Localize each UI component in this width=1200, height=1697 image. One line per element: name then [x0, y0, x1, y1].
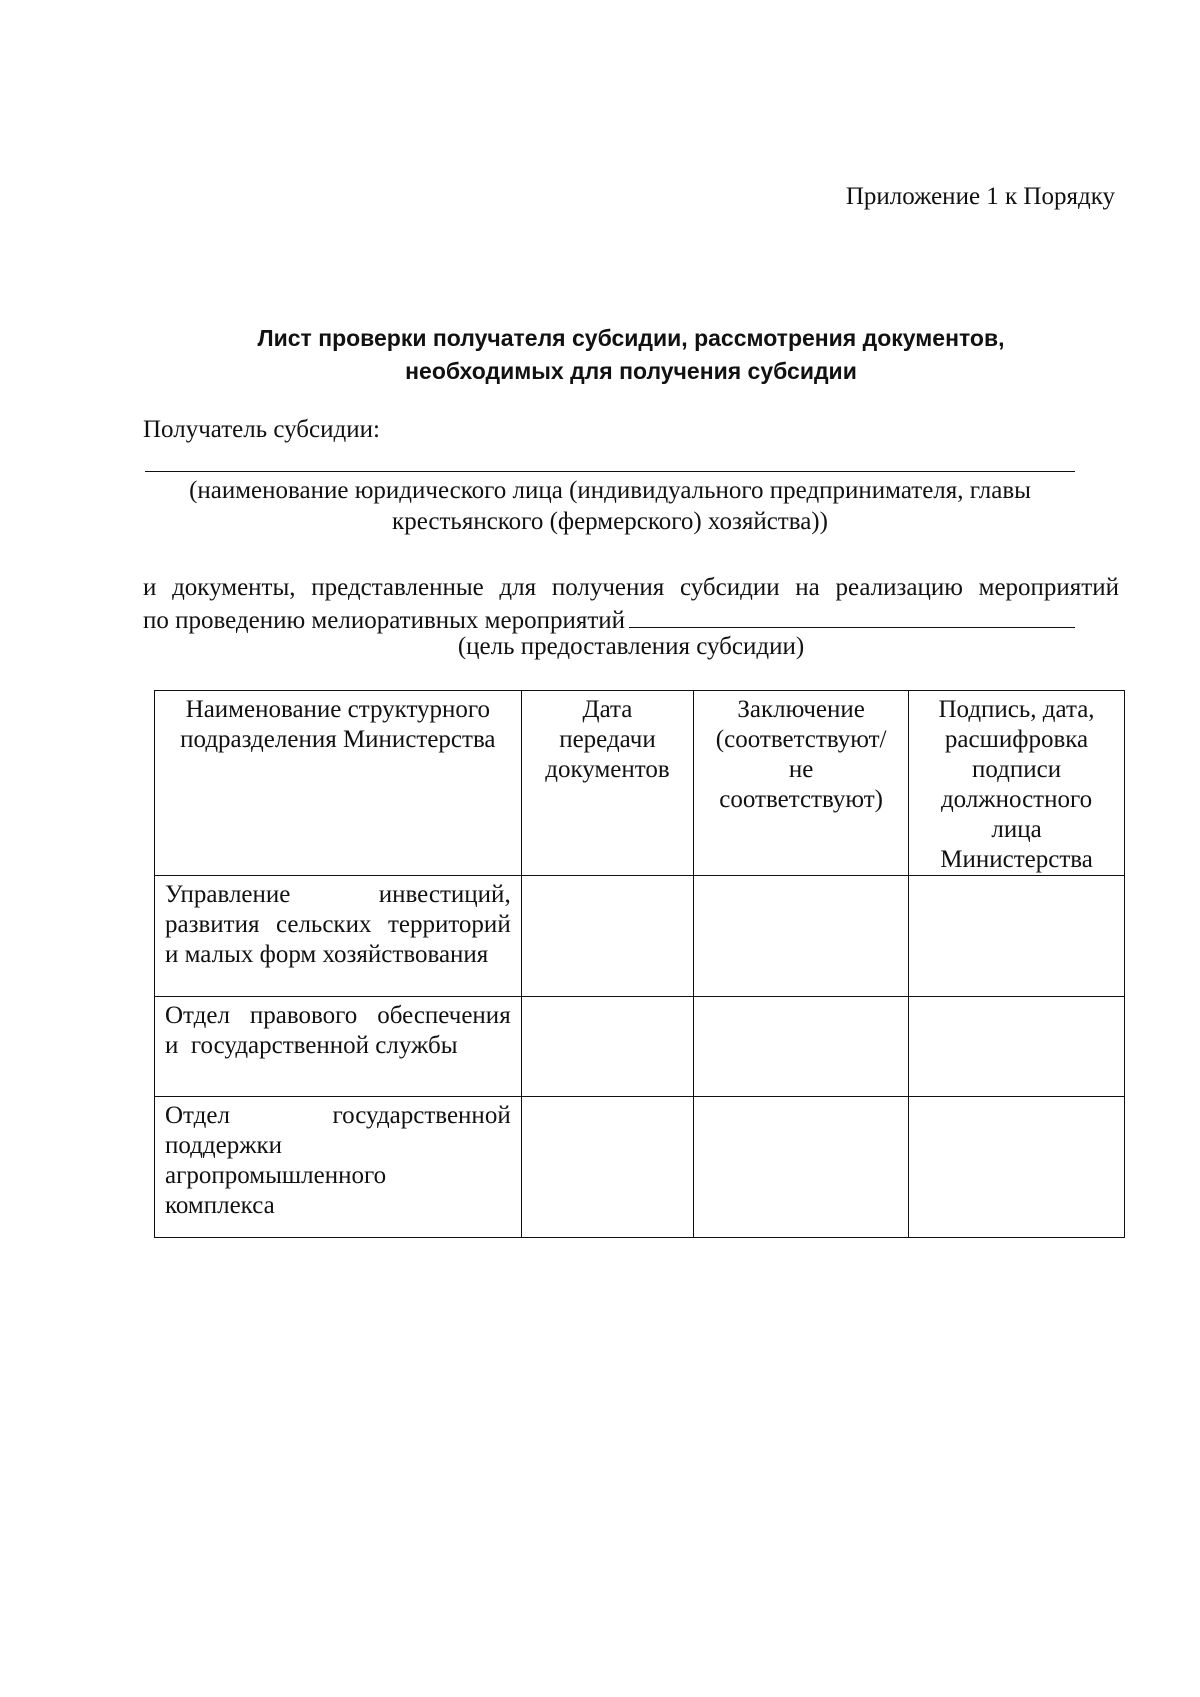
- header-conclusion-line: не: [788, 756, 814, 783]
- department-line: поддержки: [165, 1132, 282, 1159]
- header-signature-line: должностного: [940, 786, 1093, 813]
- header-date: [521, 691, 694, 876]
- documents-paragraph: [143, 572, 1119, 636]
- department-cell: [155, 1097, 522, 1238]
- department-line: агропромышленного: [165, 1162, 387, 1189]
- document-title: [0, 322, 1200, 388]
- department-cell: [155, 876, 522, 997]
- header-conclusion-line: соответствуют): [719, 786, 884, 813]
- check-table: [154, 690, 1125, 1238]
- title-line-1: Лист проверки получателя субсидии, рассмотрения документов,: [257, 325, 1005, 351]
- recipient-fill-line: [145, 471, 1075, 472]
- purpose-fill-line: [629, 603, 1075, 628]
- department-line: и малых форм хозяйствования: [165, 941, 489, 968]
- department-line: Отдел правового обеспечения: [165, 1002, 511, 1029]
- date-cell[interactable]: [521, 1097, 694, 1238]
- header-conclusion-line: Заключение: [737, 696, 865, 723]
- header-signature: [909, 691, 1125, 876]
- date-cell[interactable]: [521, 876, 694, 997]
- header-signature-line: лица: [991, 816, 1042, 843]
- header-department-line: Наименование структурного: [185, 696, 491, 723]
- header-date-line: документов: [545, 756, 670, 783]
- header-signature-line: расшифровка: [944, 726, 1089, 753]
- conclusion-cell[interactable]: [694, 1097, 909, 1238]
- recipient-caption: [145, 475, 1075, 537]
- table-row: [155, 997, 1125, 1097]
- department-line: Управление инвестиций,: [165, 881, 511, 908]
- recipient-caption-line-1: (наименование юридического лица (индивидуального предпринимателя, главы: [189, 477, 1031, 504]
- title-line-2: необходимых для получения субсидии: [405, 358, 857, 384]
- header-department: [155, 691, 522, 876]
- conclusion-cell[interactable]: [694, 997, 909, 1097]
- header-signature-line: Подпись, дата,: [938, 696, 1095, 723]
- date-cell[interactable]: [521, 997, 694, 1097]
- header-department-line: подразделения Министерства: [180, 726, 496, 753]
- purpose-caption: (цель предоставления субсидии): [457, 633, 805, 660]
- header-conclusion: [694, 691, 909, 876]
- table-row: [155, 1097, 1125, 1238]
- conclusion-cell[interactable]: [694, 876, 909, 997]
- department-line: развития сельских территорий: [165, 911, 511, 938]
- header-conclusion-line: (соответствуют/: [715, 726, 887, 753]
- appendix-note: Приложение 1 к Порядку: [845, 183, 1115, 210]
- documents-line-1: и документы, представленные для получения субсидии на реализацию мероприятий: [143, 574, 1119, 601]
- department-line: и государственной службы: [165, 1032, 458, 1059]
- table-row: [155, 876, 1125, 997]
- header-date-line: Дата: [582, 696, 633, 723]
- signature-cell[interactable]: [909, 997, 1125, 1097]
- documents-line-2-wrapper: [143, 603, 1119, 636]
- signature-cell[interactable]: [909, 876, 1125, 997]
- table-header-row: [155, 691, 1125, 876]
- recipient-caption-line-2: крестьянского (фермерского) хозяйства)): [392, 508, 828, 535]
- department-line: Отдел государственной: [165, 1102, 511, 1129]
- header-signature-line: подписи: [971, 756, 1062, 783]
- header-date-line: передачи: [559, 726, 656, 753]
- documents-line-2: по проведению мелиоративных мероприятий: [143, 607, 626, 634]
- department-line: комплекса: [165, 1192, 275, 1219]
- recipient-label: Получатель субсидии:: [143, 416, 380, 443]
- department-cell: [155, 997, 522, 1097]
- signature-cell[interactable]: [909, 1097, 1125, 1238]
- header-signature-line: Министерства: [940, 846, 1093, 873]
